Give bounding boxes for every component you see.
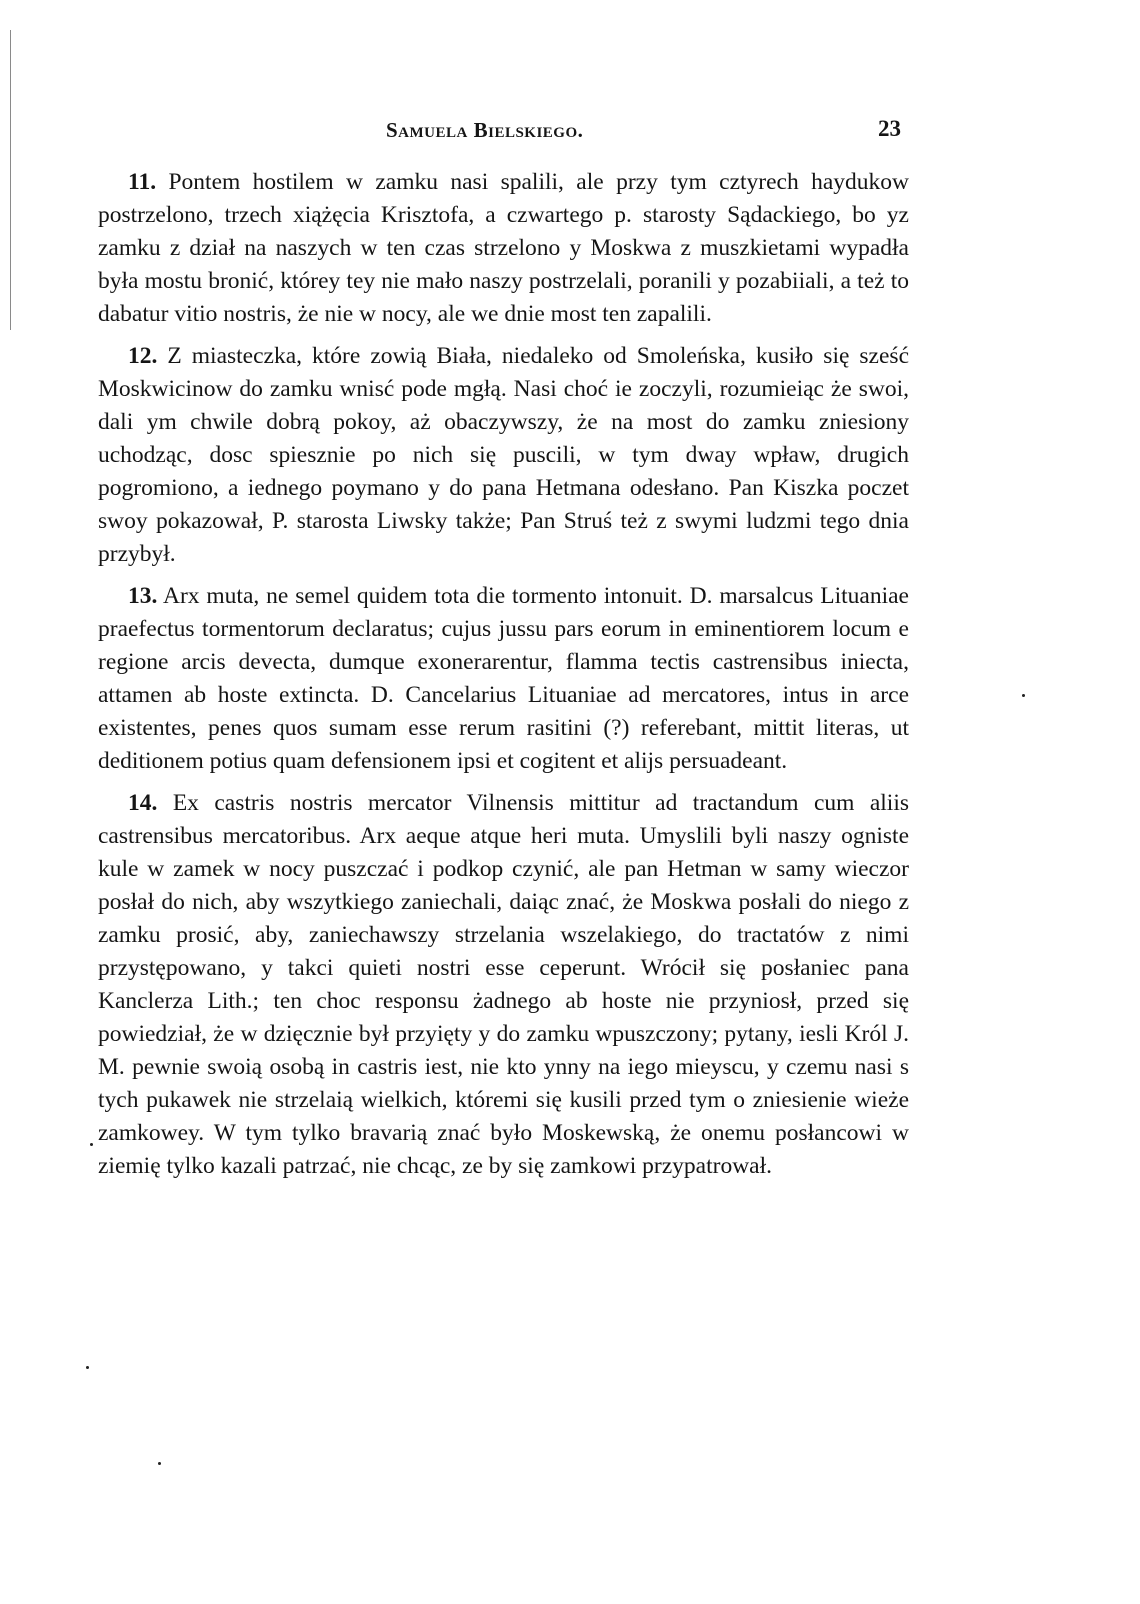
entry-text: Z miasteczka, które zowią Biała, niedaleko od Smoleńska, kusiło się sześć Moskwicinow do zamku wnisć pode mgłą. Nasi choć ie zoczyli, rozumieiąc że swoi, dali ym chwile dobrą pokoy, aż obaczywszy, że na most do zamku zniesiony uchodząc, dosc spiesznie po nich się puscili, w tym dway wpław, drugich pogromiono, a iednego poymano y do pana Hetmana odesłano. Pan Kiszka poczet swoy pokazował, P. starosta Liwsky także; Pan Struś też z swymi ludzmi tego dnia przybył. [98,343,909,567]
entry-11 [98,166,909,331]
entry-13 [98,580,909,778]
entry-number: 14. [128,790,158,816]
entry-12 [98,340,909,571]
paper-speck [1022,694,1025,697]
main-text [98,166,909,1192]
page-edge-line [10,30,11,330]
paper-speck [90,1143,93,1146]
entry-text: Ex castris nostris mercator Vilnensis mittitur ad tractandum cum aliis castrensibus mercatoribus. Arx aeque atque heri muta. Umyslili byli naszy ogniste kule w zamek w nocy puszczać i podkop czynić, ale pan Hetman w samy wieczor posłał do nich, aby wszytkiego zaniechali, daiąc znać, że Moskwa posłali do niego z zamku prosić, aby, zaniechawszy strzelania wszelakiego, do tractatów z nimi przystępowano, y takci quieti nostri esse ceperunt. Wrócił się posłaniec pana Kanclerza Lith.; ten choc responsu żadnego ab hoste nie przyniosł, przed się powiedział, że w dzięcznie był przyięty y do zamku wpuszczony; pytany, iesli Król J. M. pewnie swoią osobą in castris iest, nie kto ynny na iego mieyscu, y czemu nasi s tych pukawek nie strzelaią wielkich, któremi się kusili przed tym o zniesienie wieże zamkowey. W tym tylko bravarią znać było Moskewską, że onemu posłancowi w ziemię tylko kazali patrzać, nie chcąc, ze by się zamkowi przypatrował. [98,790,910,1179]
entry-number: 12. [128,343,158,369]
running-title: Samuela Bielskiego. [386,118,584,142]
entry-number: 13. [128,583,158,609]
entry-number: 11. [128,169,157,195]
entry-14 [98,787,909,1183]
paper-speck [158,1462,161,1465]
entry-text: Arx muta, ne semel quidem tota die tormento intonuit. D. marsalcus Lituaniae praefectus tormentorum declaratus; cujus jussu pars eorum in eminentiorem locum e regione arcis devecta, dumque exonerarentur, flamma tectis castrensibus iniecta, attamen ab hoste extincta. D. Cancelarius Lituaniae ad mercatores, intus in arce existentes, penes quos sumam esse rerum rasitini (?) referebant, mittit literas, ut deditionem potius quam defensionem ipsi et cogitent et alijs persuadeant. [98,583,909,774]
paper-speck [86,1366,89,1369]
entry-text: Pontem hostilem w zamku nasi spalili, ale przy tym cztyrech haydukow postrzelono, trzech xiążęcia Krisztofa, a czwartego p. starosty Sądackiego, bo yz zamku z dział na naszych w ten czas strzelono y Moskwa z muszkietami wypadła była mostu bronić, którey tey nie mało naszy postrzelali, poranili y pozabiiali, a też to dabatur vitio nostris, że nie w nocy, ale we dnie most ten zapalili. [98,169,910,327]
page-number: 23 [878,116,901,141]
